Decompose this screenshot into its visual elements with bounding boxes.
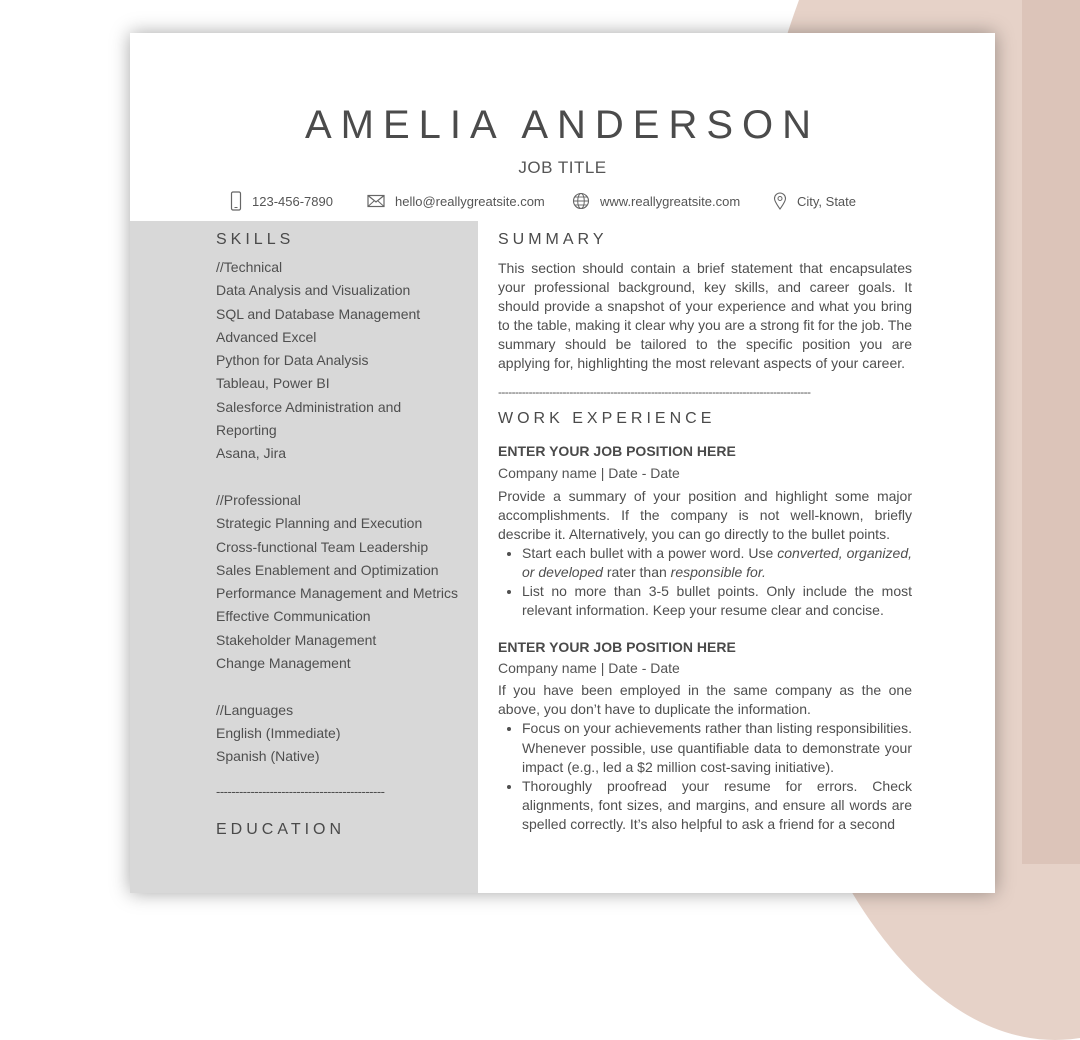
skill-group-label: //Technical (216, 259, 283, 275)
main-divider: -------------------------------------------------------------------------------------------- (498, 384, 811, 399)
job-entry (498, 639, 912, 834)
job-position: ENTER YOUR JOB POSITION HERE (498, 639, 736, 656)
language-item: English (Immediate) (216, 724, 341, 741)
skill-item: Change Management (216, 655, 351, 672)
skill-group-label: //Languages (216, 701, 294, 718)
summary-text: This section should contain a brief statement that encapsulates your professional background, key skills, and career goals. It should provide a snapshot of your experience and what you bring to the table, making it clear why you are a strong fit for the job. The summary should be tailored to the specific position you are applying for, highlighting the most relevant aspects of your career. (498, 260, 912, 372)
skill-item: Effective Communication (216, 608, 371, 625)
skill-item: Python for Data Analysis (216, 352, 369, 369)
skill-item: Data Analysis and Visualization (216, 282, 411, 299)
skill-item: Strategic Planning and Execution (216, 515, 423, 532)
job-description: If you have been employed in the same company as the one above, you don’t have to duplicate the information. (498, 682, 912, 718)
bullet-text: rater than (602, 563, 671, 580)
contact-website (572, 190, 740, 212)
skill-item: Stakeholder Management (216, 631, 377, 648)
job-bullets (498, 544, 912, 620)
sidebar-divider: -------------------------------------------- (216, 783, 385, 799)
bullet-emphasis: converted, organized, or developed (522, 544, 912, 580)
email-text: hello@reallygreatsite.com (395, 193, 545, 209)
skills-list (216, 256, 476, 769)
skill-item: SQL and Database Management (216, 305, 421, 322)
language-item: Spanish (Native) (216, 748, 320, 765)
education-heading: EDUCATION (216, 820, 346, 838)
resume-page (130, 33, 995, 893)
skill-item: Tableau, Power BI (216, 375, 330, 392)
location-pin-icon (773, 192, 787, 210)
job-company-date: Company name | Date - Date (498, 660, 680, 677)
job-bullet: • Focus on your achievements rather than listing responsibilities. Whenever possible, use quantifiable data to demonstrate your impact (e.g., led a $2 million cost-saving initiative). (522, 719, 912, 776)
skills-heading: SKILLS (216, 231, 295, 248)
job-entry (498, 443, 912, 621)
job-bullets (498, 719, 912, 834)
background-decor-strip (1022, 0, 1080, 864)
main-column (498, 231, 912, 834)
phone-icon (230, 191, 242, 211)
skill-item: Performance Management and Metrics (216, 585, 458, 602)
skill-item: Reporting (216, 422, 277, 439)
contact-location (773, 190, 856, 212)
location-text: City, State (797, 193, 857, 209)
skill-group-label: //Professional (216, 491, 301, 508)
job-bullet: • Thoroughly proofread your resume for errors. Check alignments, font sizes, and margins, and ensure all words are spelled correctly. It’s also helpful to ask a friend for a second (522, 777, 912, 834)
phone-text: 123-456-7890 (252, 193, 333, 209)
job-company-date: Company name | Date - Date (498, 464, 680, 481)
bullet-text: Start each bullet with a power word. Use (522, 544, 778, 561)
contact-phone (230, 190, 333, 212)
skill-item: Asana, Jira (216, 445, 287, 462)
skill-item: Advanced Excel (216, 328, 317, 345)
website-text: www.reallygreatsite.com (600, 193, 741, 209)
bullet-emphasis: responsible for. (670, 563, 766, 580)
work-experience-heading: WORK EXPERIENCE (498, 409, 716, 427)
contact-email (367, 190, 545, 212)
summary-heading: SUMMARY (498, 231, 608, 248)
candidate-name: AMELIA ANDERSON (304, 103, 821, 147)
job-position: ENTER YOUR JOB POSITION HERE (498, 442, 736, 459)
resume-header (130, 33, 995, 221)
job-bullet (522, 544, 912, 582)
globe-icon (572, 192, 590, 210)
skill-item: Salesforce Administration and (216, 398, 402, 415)
job-bullet: • List no more than 3-5 bullet points. Only include the most relevant information. Keep your resume clear and concise. (522, 582, 912, 620)
sidebar (130, 221, 478, 893)
skill-item: Sales Enablement and Optimization (216, 561, 439, 578)
job-description: Provide a summary of your position and highlight some major accomplishments. If the company is not well-known, briefly describe it. Alternatively, you can go directly to the bullet points. (498, 487, 912, 542)
email-icon (367, 194, 385, 208)
job-title: JOB TITLE (518, 158, 607, 177)
skill-item: Cross-functional Team Leadership (216, 538, 429, 555)
